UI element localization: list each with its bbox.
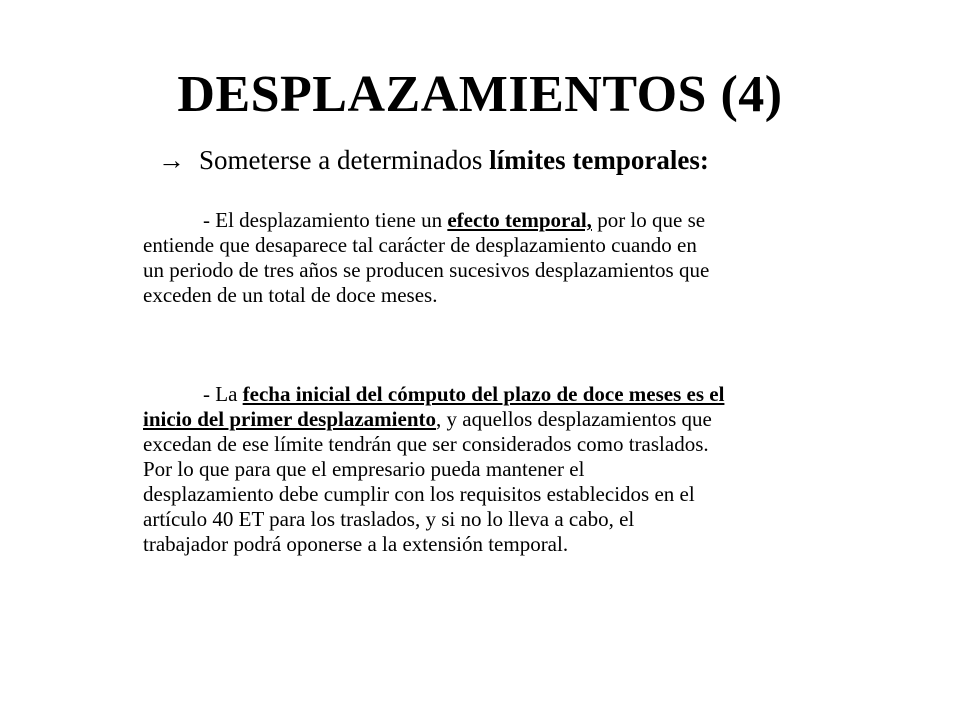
- subtitle-text: Someterse a determinados: [199, 145, 490, 175]
- slide-title: DESPLAZAMIENTOS (4): [177, 66, 783, 123]
- paragraph-line: [143, 382, 863, 407]
- paragraph-fecha-inicial: [143, 382, 863, 557]
- emphasis-text: inicio del primer desplazamiento: [143, 407, 437, 431]
- paragraph-line: Por lo que para que el empresario pueda mantener el: [143, 457, 585, 481]
- paragraph-line: un periodo de tres años se producen sucesivos desplazamientos que: [143, 258, 710, 282]
- text-run: - El desplazamiento tiene un: [203, 208, 448, 232]
- text-run: , y aquellos desplazamientos que: [436, 407, 712, 431]
- text-run: por lo que se: [591, 208, 706, 232]
- paragraph-line: desplazamiento debe cumplir con los requisitos establecidos en el: [143, 482, 695, 506]
- paragraph-line: artículo 40 ET para los traslados, y si no lo lleva a cabo, el: [143, 507, 635, 531]
- arrow-right-icon: →: [158, 145, 185, 175]
- subtitle-bold-text: límites temporales:: [489, 145, 709, 175]
- paragraph-line: trabajador podrá oponerse a la extensión temporal.: [143, 532, 569, 556]
- paragraph-line: [143, 407, 863, 432]
- paragraph-efecto-temporal: [143, 208, 863, 308]
- text-run: - La: [203, 382, 243, 406]
- paragraph-line: exceden de un total de doce meses.: [143, 283, 438, 307]
- emphasis-text: fecha inicial del cómputo del plazo de doce meses es el: [242, 382, 725, 406]
- emphasis-text: efecto temporal,: [447, 208, 592, 232]
- paragraph-line: entiende que desaparece tal carácter de desplazamiento cuando en: [143, 233, 697, 257]
- paragraph-line: excedan de ese límite tendrán que ser considerados como traslados.: [143, 432, 709, 456]
- paragraph-line: [143, 208, 863, 233]
- slide-subtitle: [158, 142, 709, 178]
